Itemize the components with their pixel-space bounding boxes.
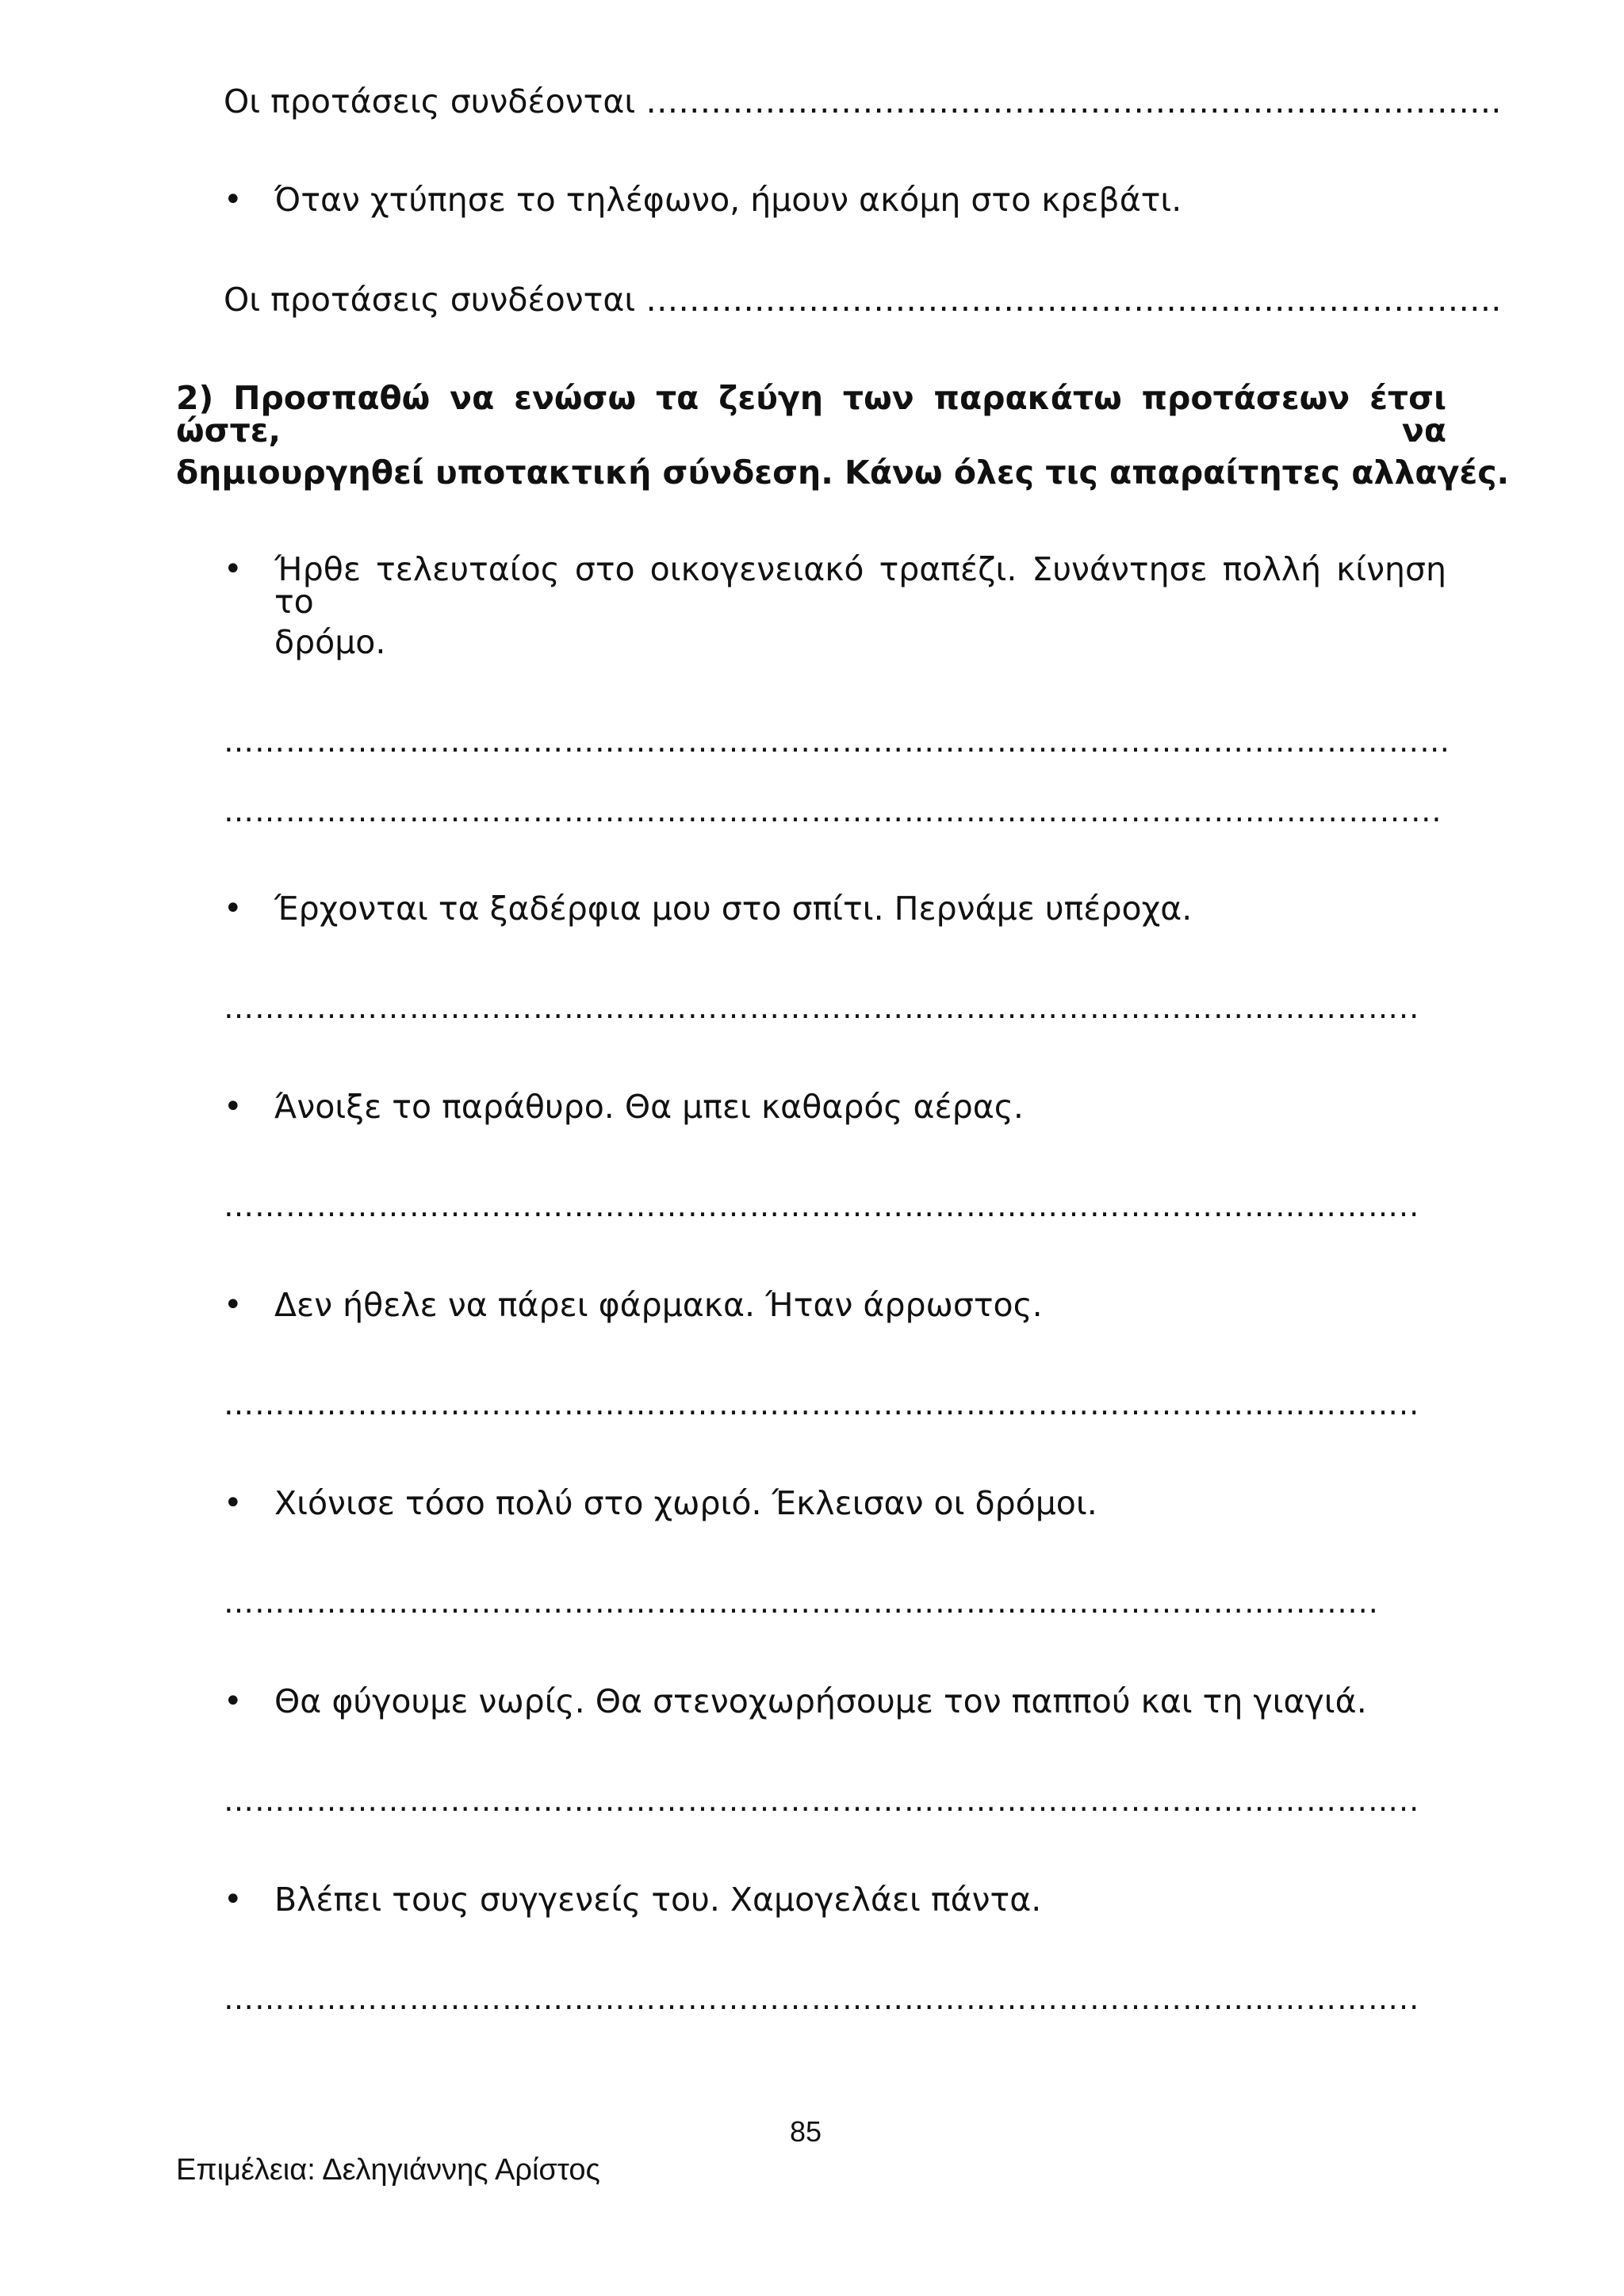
bullet-icon: • bbox=[224, 551, 243, 587]
sentence-text-continued: δρόμο. bbox=[274, 623, 386, 661]
bullet-icon: • bbox=[224, 1881, 243, 1918]
answer-line[interactable]: …………………………………………………………………………………………………….. bbox=[224, 990, 1420, 1025]
exercise-heading-line-1: 2) Προσπαθώ να ενώσω τα ζεύγη των παρακάτω προτάσεων έτσι ώστε, να bbox=[176, 379, 1446, 450]
sentence-text: Θα φύγουμε νωρίς. Θα στενοχωρήσουμε τον παππού και τη γιαγιά. bbox=[274, 1682, 1367, 1720]
list-item bbox=[224, 550, 1446, 621]
bullet-icon: • bbox=[224, 1683, 243, 1720]
sentence-text: Έρχονται τα ξαδέρφια μου στο σπίτι. Περνάμε υπέροχα. bbox=[274, 890, 1193, 928]
list-item bbox=[224, 1682, 1367, 1720]
list-item bbox=[224, 181, 1182, 219]
sentence-text: Δεν ήθελε να πάρει φάρμακα. Ήταν άρρωστος. bbox=[274, 1286, 1043, 1324]
answer-line[interactable]: …………………………………………………………………………………………………….. bbox=[224, 1981, 1420, 2016]
link-line-1: Οι προτάσεις συνδέονται ……………………………………………………………………. bbox=[224, 82, 1502, 121]
sentence-text: Χιόνισε τόσο πολύ στο χωριό. Έκλεισαν οι δρόμοι. bbox=[274, 1484, 1097, 1522]
link-line-2: Οι προτάσεις συνδέονται ……………………………………………………………………. bbox=[224, 281, 1502, 319]
bullet-icon: • bbox=[224, 890, 243, 927]
answer-line[interactable]: …………………………………………………………………………………………………….. bbox=[224, 1783, 1420, 1818]
bullet-icon: • bbox=[224, 1089, 243, 1125]
list-item bbox=[224, 1881, 1042, 1919]
list-item bbox=[224, 890, 1193, 928]
answer-line[interactable]: …………………………………………………………………………………………………….. bbox=[224, 1188, 1420, 1223]
list-item bbox=[224, 1088, 1024, 1126]
answer-line[interactable]: ………………………………………………………………………………………….......... bbox=[224, 1585, 1379, 1620]
bullet-icon: • bbox=[224, 1287, 243, 1323]
answer-line[interactable]: ……………………………………………………………………………............................... bbox=[224, 794, 1442, 828]
sentence-text: Όταν χτύπησε το τηλέφωνο, ήμουν ακόμη στο κρεβάτι. bbox=[274, 181, 1182, 219]
footer-credit: Επιμέλεια: Δεληγιάννης Αρίστος bbox=[176, 2153, 600, 2187]
sentence-text: Ήρθε τελευταίος στο οικογενειακό τραπέζι. Συνάντησε πολλή κίνηση το bbox=[274, 550, 1446, 621]
answer-line[interactable]: ………………………………………………………………………………………..……………… bbox=[224, 724, 1451, 759]
page-number: 85 bbox=[790, 2115, 822, 2148]
bullet-icon: • bbox=[224, 1485, 243, 1521]
list-item bbox=[224, 1484, 1097, 1522]
list-item bbox=[224, 1286, 1043, 1324]
exercise-heading-line-2: δημιουργηθεί υποτακτική σύνδεση. Κάνω όλες τις απαραίτητες αλλαγές. bbox=[176, 453, 1510, 492]
sentence-text: Άνοιξε το παράθυρο. Θα μπει καθαρός αέρας. bbox=[274, 1088, 1024, 1126]
bullet-icon: • bbox=[224, 182, 243, 218]
sentence-text: Βλέπει τους συγγενείς του. Χαμογελάει πάντα. bbox=[274, 1881, 1042, 1919]
answer-line[interactable]: …………………………………………………………………………………………………….. bbox=[224, 1387, 1420, 1422]
